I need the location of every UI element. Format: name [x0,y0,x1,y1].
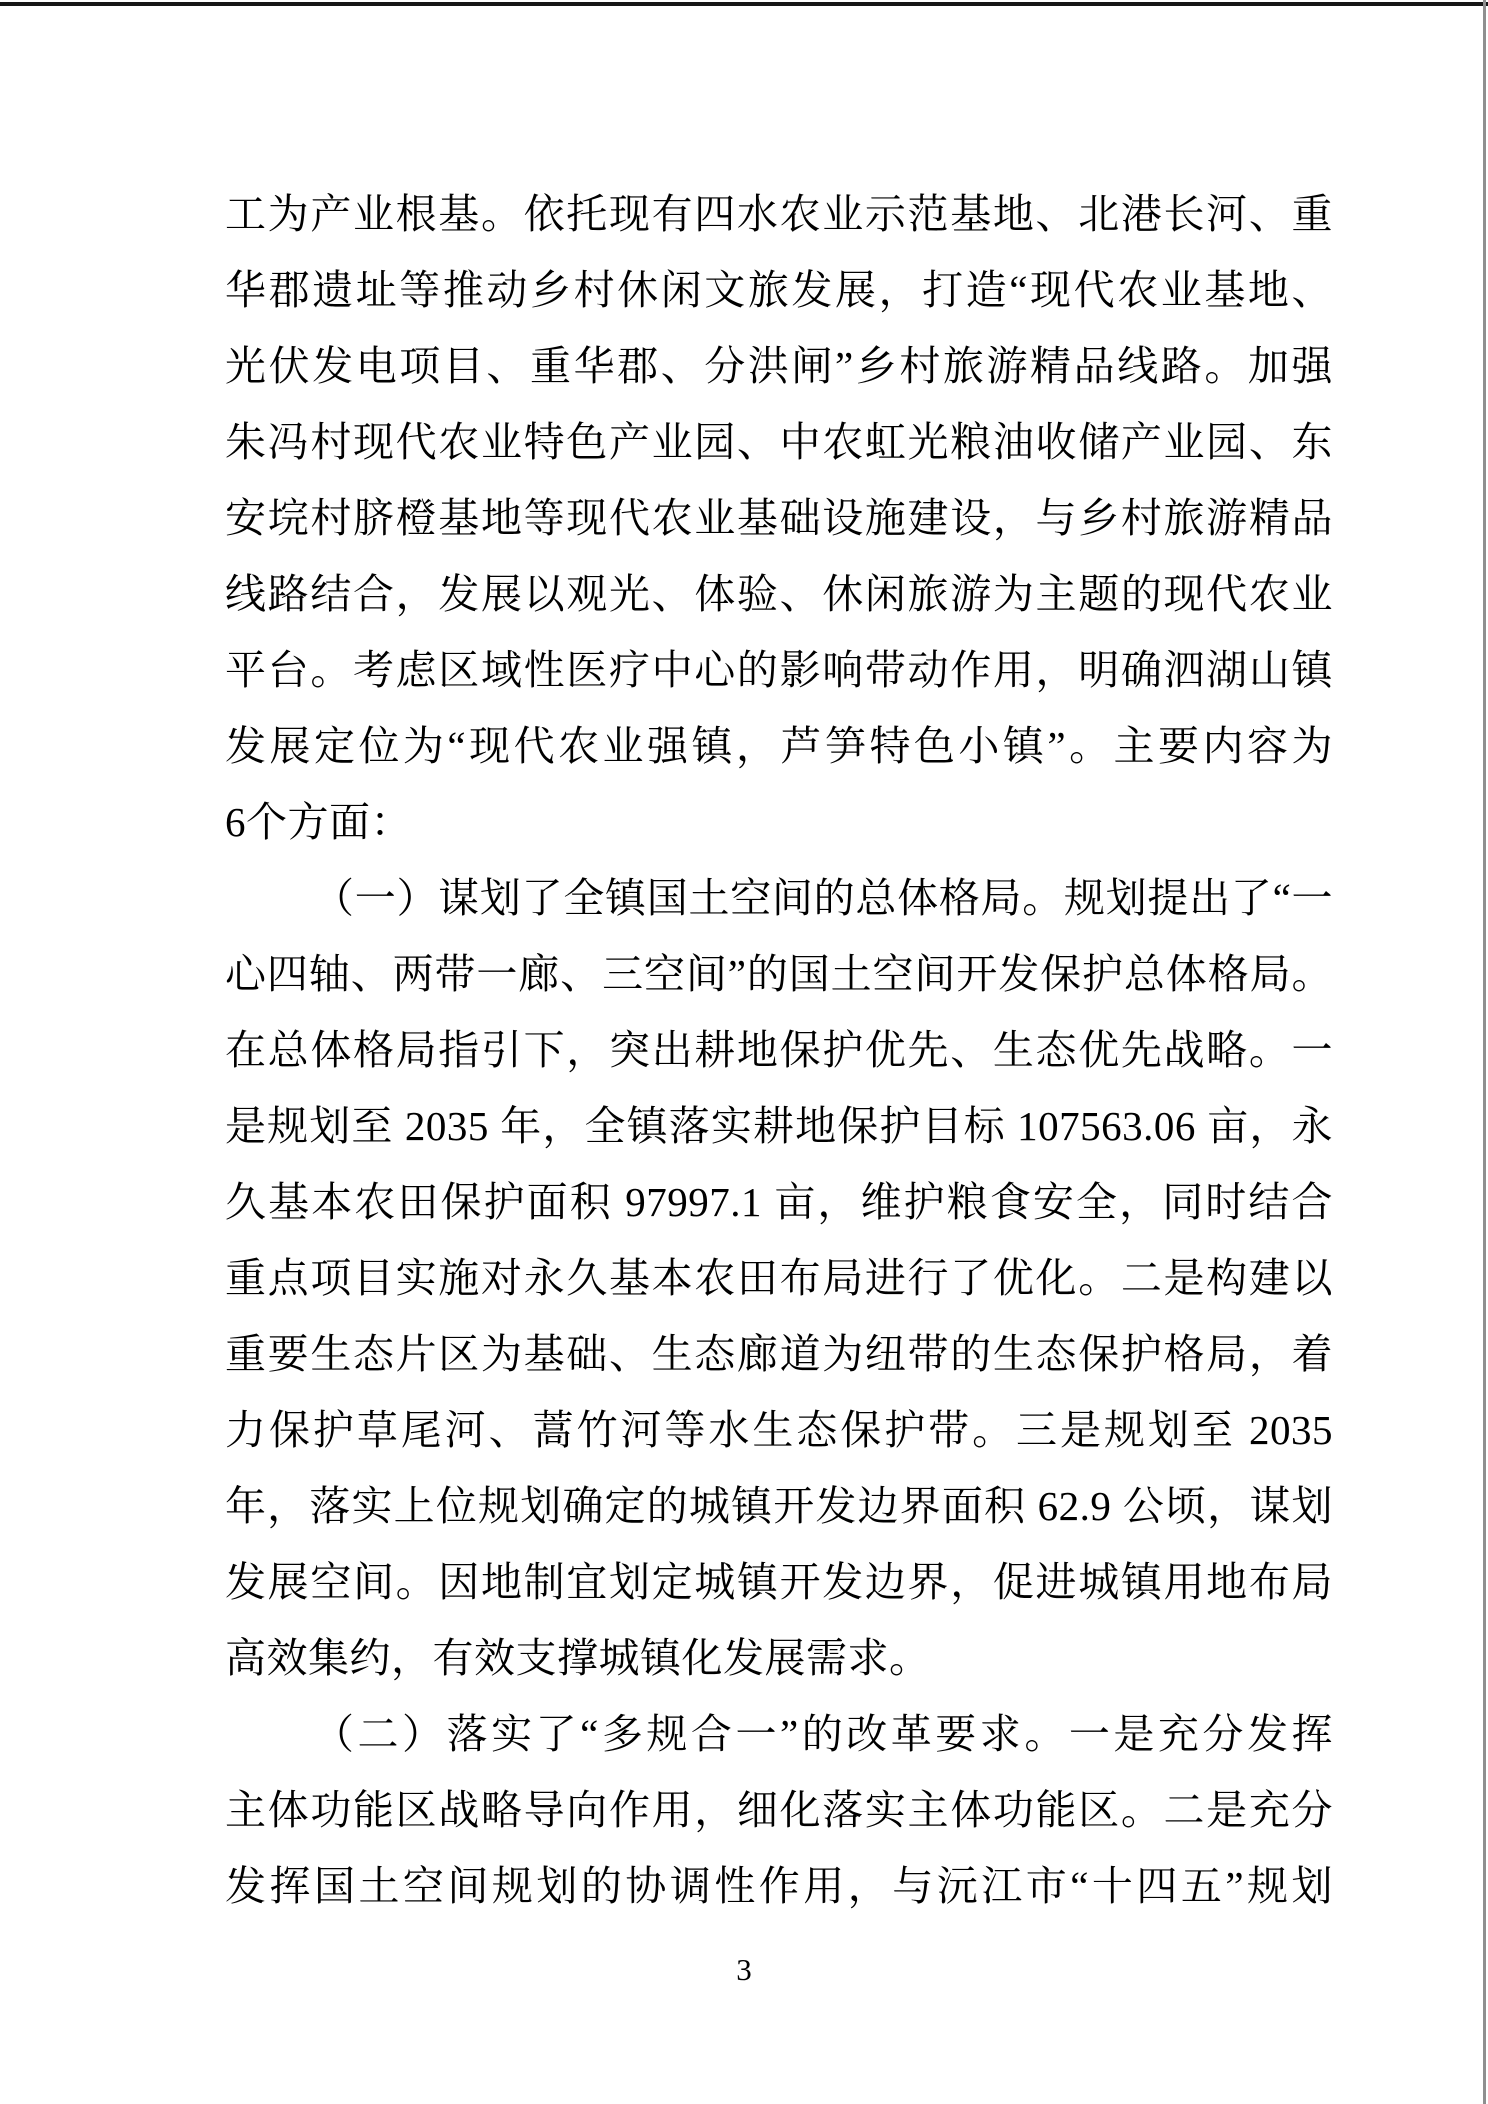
text-line: 6个方面： [225,799,412,845]
text-line: 线路结合，发展以观光、体验、休闲旅游为主题的现代农业 [225,571,1333,617]
text-line: 发展空间。因地制宜划定城镇开发边界，促进城镇用地布局 [225,1559,1333,1605]
text-line: 安垸村脐橙基地等现代农业基础设施建设，与乡村旅游精品 [225,495,1333,541]
page-top-edge [0,2,1488,6]
text-line: 发挥国土空间规划的协调性作用，与沅江市“十四五”规划 [225,1863,1333,1909]
text-line: 光伏发电项目、重华郡、分洪闸”乡村旅游精品线路。加强 [225,343,1333,389]
document-body-text [225,176,1333,1924]
text-line: 主体功能区战略导向作用，细化落实主体功能区。二是充分 [225,1787,1333,1833]
text-line: 朱冯村现代农业特色产业园、中农虹光粮油收储产业园、东 [225,419,1333,465]
text-line: 高效集约，有效支撑城镇化发展需求。 [225,1635,931,1681]
text-line: 工为产业根基。依托现有四水农业示范基地、北港长河、重 [225,191,1333,237]
text-line: （一）谋划了全镇国土空间的总体格局。规划提出了“一 [313,875,1333,921]
text-line: （二）落实了“多规合一”的改革要求。一是充分发挥 [313,1711,1333,1757]
text-line: 重点项目实施对永久基本农田布局进行了优化。二是构建以 [225,1255,1333,1301]
text-line: 年，落实上位规划确定的城镇开发边界面积 62.9 公顷，谋划 [225,1483,1333,1529]
text-line: 华郡遗址等推动乡村休闲文旅发展，打造“现代农业基地、 [225,267,1333,313]
text-line: 发展定位为“现代农业强镇，芦笋特色小镇”。主要内容为 [225,723,1333,769]
text-line: 心四轴、两带一廊、三空间”的国土空间开发保护总体格局。 [225,951,1333,997]
page-right-edge [1483,0,1486,2104]
page-number: 3 [736,1952,752,1987]
text-line: 是规划至 2035 年，全镇落实耕地保护目标 107563.06 亩，永 [225,1103,1333,1149]
text-line: 在总体格局指引下，突出耕地保护优先、生态优先战略。一 [225,1027,1333,1073]
text-line: 平台。考虑区域性医疗中心的影响带动作用，明确泗湖山镇 [225,647,1333,693]
text-line: 力保护草尾河、蒿竹河等水生态保护带。三是规划至 2035 [225,1407,1333,1453]
text-line: 重要生态片区为基础、生态廊道为纽带的生态保护格局，着 [225,1331,1333,1377]
text-line: 久基本农田保护面积 97997.1 亩，维护粮食安全，同时结合 [225,1179,1333,1225]
